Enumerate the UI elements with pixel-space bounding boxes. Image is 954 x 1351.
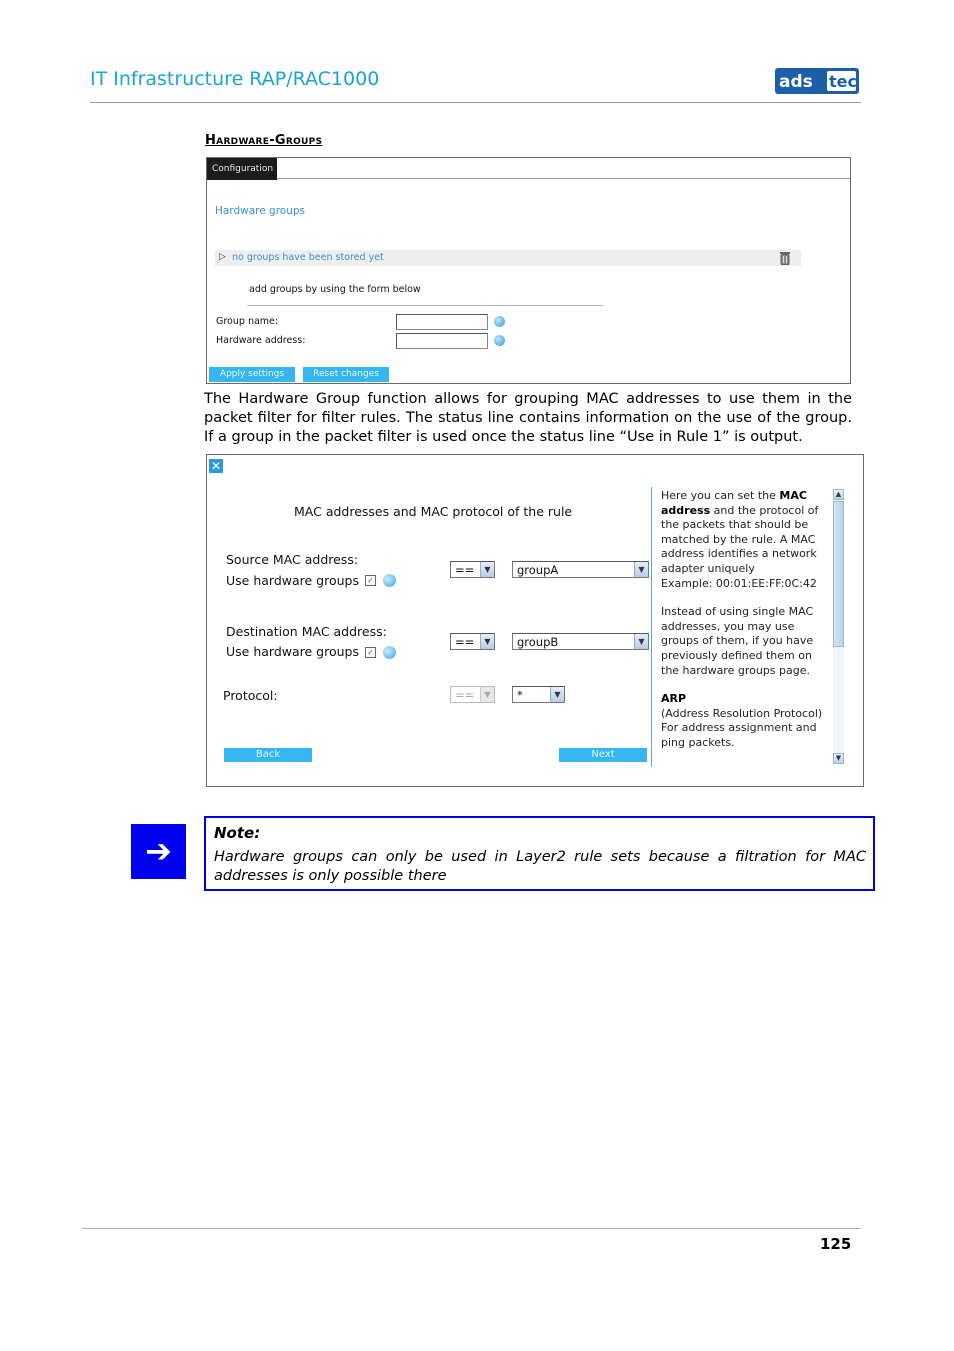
- document-title: IT Infrastructure RAP/RAC1000: [90, 68, 380, 90]
- mac-rule-heading: MAC addresses and MAC protocol of the rule: [294, 504, 573, 519]
- group-name-label: Group name:: [216, 316, 279, 327]
- back-button[interactable]: Back: [224, 748, 312, 762]
- page-number: 125: [820, 1235, 852, 1253]
- destination-use-groups-label: Use hardware groups: [226, 644, 359, 659]
- header-divider: [90, 102, 861, 103]
- hardware-address-label: Hardware address:: [216, 335, 306, 346]
- chevron-down-icon: ▼: [550, 687, 564, 702]
- note-body: Hardware groups can only be used in Layer2 rule sets because a filtration for MAC addresses is only possible there: [214, 849, 866, 884]
- help-arp-title: ARP: [661, 692, 687, 706]
- status-text: no groups have been stored yet: [232, 252, 384, 263]
- chevron-down-icon: ▼: [480, 634, 494, 649]
- destination-operator-value: ==: [455, 635, 475, 649]
- help-scrollbar[interactable]: [833, 489, 844, 764]
- footer-divider: [82, 1228, 861, 1229]
- group-name-info-icon[interactable]: [494, 316, 505, 327]
- section-title: Hardware-Groups: [205, 133, 323, 148]
- form-divider: [247, 305, 603, 306]
- protocol-label: Protocol:: [223, 688, 278, 703]
- hardware-address-input[interactable]: [396, 333, 488, 349]
- destination-mac-label: Destination MAC address:: [226, 624, 387, 639]
- protocol-operator-value: ==: [455, 688, 475, 702]
- chevron-down-icon: ▼: [480, 687, 494, 702]
- help-mac-address-bold: MAC address: [661, 489, 807, 517]
- scroll-down-icon[interactable]: ▼: [833, 753, 844, 764]
- group-name-input[interactable]: [396, 314, 488, 330]
- arrow-right-icon: ➔: [131, 824, 186, 879]
- source-help-icon[interactable]: [383, 574, 396, 587]
- logo-text-ads: ads: [779, 72, 813, 92]
- destination-use-groups-checkbox[interactable]: ✓: [365, 647, 376, 658]
- expand-triangle-icon[interactable]: ▷: [219, 252, 226, 262]
- protocol-select[interactable]: [512, 686, 565, 703]
- next-button[interactable]: Next: [559, 748, 647, 762]
- tab-strip-line: [277, 178, 850, 179]
- close-icon[interactable]: ✕: [210, 459, 222, 473]
- chevron-down-icon: ▼: [634, 562, 648, 577]
- protocol-value: *: [517, 688, 523, 702]
- source-group-select[interactable]: [512, 561, 649, 578]
- source-use-groups-label: Use hardware groups: [226, 573, 359, 588]
- help-intro-rest: and the protocol of the packets that should be matched by the rule. A MAC address identifies a network adapter uniquely: [661, 503, 819, 575]
- groups-status-row[interactable]: [215, 250, 801, 266]
- mac-rule-screenshot: [206, 454, 864, 787]
- description-paragraph: The Hardware Group function allows for grouping MAC addresses to use them in the packet filter for filter rules. The status line contains information on the use of the group. If a group in the packet filter is used once the status line “Use in Rule 1” is output.: [204, 391, 852, 445]
- protocol-operator-select: [450, 686, 495, 703]
- hardware-groups-screenshot: [206, 157, 851, 384]
- chevron-down-icon: ▼: [634, 634, 648, 649]
- scroll-up-icon[interactable]: ▲: [833, 489, 844, 500]
- destination-help-icon[interactable]: [383, 646, 396, 659]
- hardware-groups-heading: Hardware groups: [215, 205, 305, 217]
- chevron-down-icon: ▼: [480, 562, 494, 577]
- destination-group-value: groupB: [517, 635, 559, 649]
- ads-tec-logo: [775, 68, 859, 94]
- note-title: Note:: [214, 824, 261, 842]
- reset-changes-button[interactable]: Reset changes: [303, 367, 389, 382]
- destination-operator-select[interactable]: [450, 633, 495, 650]
- destination-group-select[interactable]: [512, 633, 649, 650]
- trash-icon[interactable]: [779, 251, 791, 265]
- source-operator-value: ==: [455, 563, 475, 577]
- scrollbar-thumb[interactable]: [833, 501, 844, 647]
- source-use-groups-checkbox[interactable]: ✓: [365, 575, 376, 586]
- source-mac-label: Source MAC address:: [226, 552, 359, 567]
- help-panel-divider: [651, 487, 652, 767]
- logo-text-tec: tec: [829, 72, 857, 91]
- source-operator-select[interactable]: [450, 561, 495, 578]
- apply-settings-button[interactable]: Apply settings: [209, 367, 295, 382]
- help-arp-body: (Address Resolution Protocol) For address assignment and ping packets.: [661, 706, 823, 749]
- help-intro: Here you can set the: [661, 489, 780, 502]
- hardware-address-info-icon[interactable]: [494, 335, 505, 346]
- help-panel-text: [661, 489, 831, 751]
- tab-configuration[interactable]: Configuration: [207, 158, 277, 180]
- source-group-value: groupA: [517, 563, 559, 577]
- help-example: Example: 00:01:EE:FF:0C:42: [661, 576, 817, 590]
- note-box: [204, 816, 875, 891]
- add-groups-hint: add groups by using the form below: [249, 284, 421, 295]
- help-groups-text: Instead of using single MAC addresses, you may use groups of them, if you have previously defined them on the hardware groups page.: [661, 605, 814, 677]
